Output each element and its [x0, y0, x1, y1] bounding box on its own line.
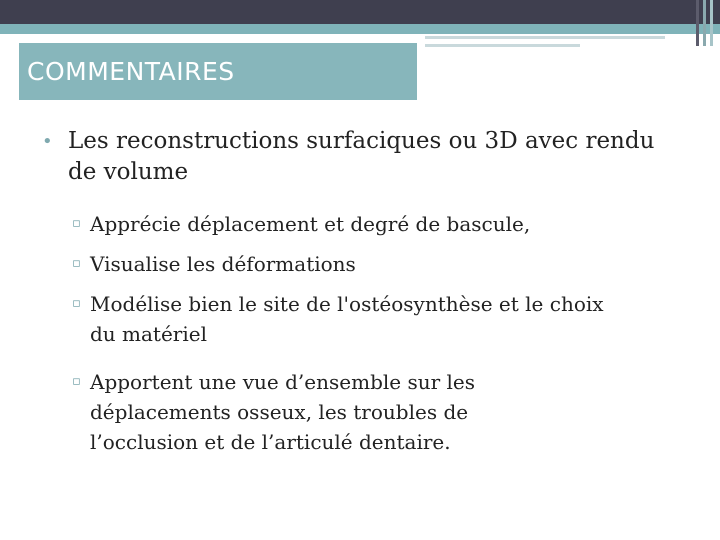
- sub-bullet-icon: ▫: [72, 296, 81, 311]
- sub-bullet-item: Apprécie déplacement et degré de bascule,: [90, 212, 531, 236]
- sub-bullet-icon: ▫: [72, 216, 81, 231]
- slide-title: COMMENTAIRES: [27, 57, 235, 86]
- sub-bullet-item: Visualise les déformations: [90, 252, 356, 276]
- sub-bullet-icon: ▫: [72, 374, 81, 389]
- sub-bullet-icon: ▫: [72, 256, 81, 271]
- sub-bullet-item: Modélise bien le site de l'ostéosynthèse et le choix du matériel: [90, 292, 604, 346]
- sub-bullet-item: Apportent une vue d’ensemble sur les déplacements osseux, les troubles de l’occlusion et de l’articulé dentaire.: [90, 370, 476, 454]
- bullet-icon: •: [42, 131, 53, 152]
- bullet-item: Les reconstructions surfaciques ou 3D avec rendu de volume: [68, 128, 655, 185]
